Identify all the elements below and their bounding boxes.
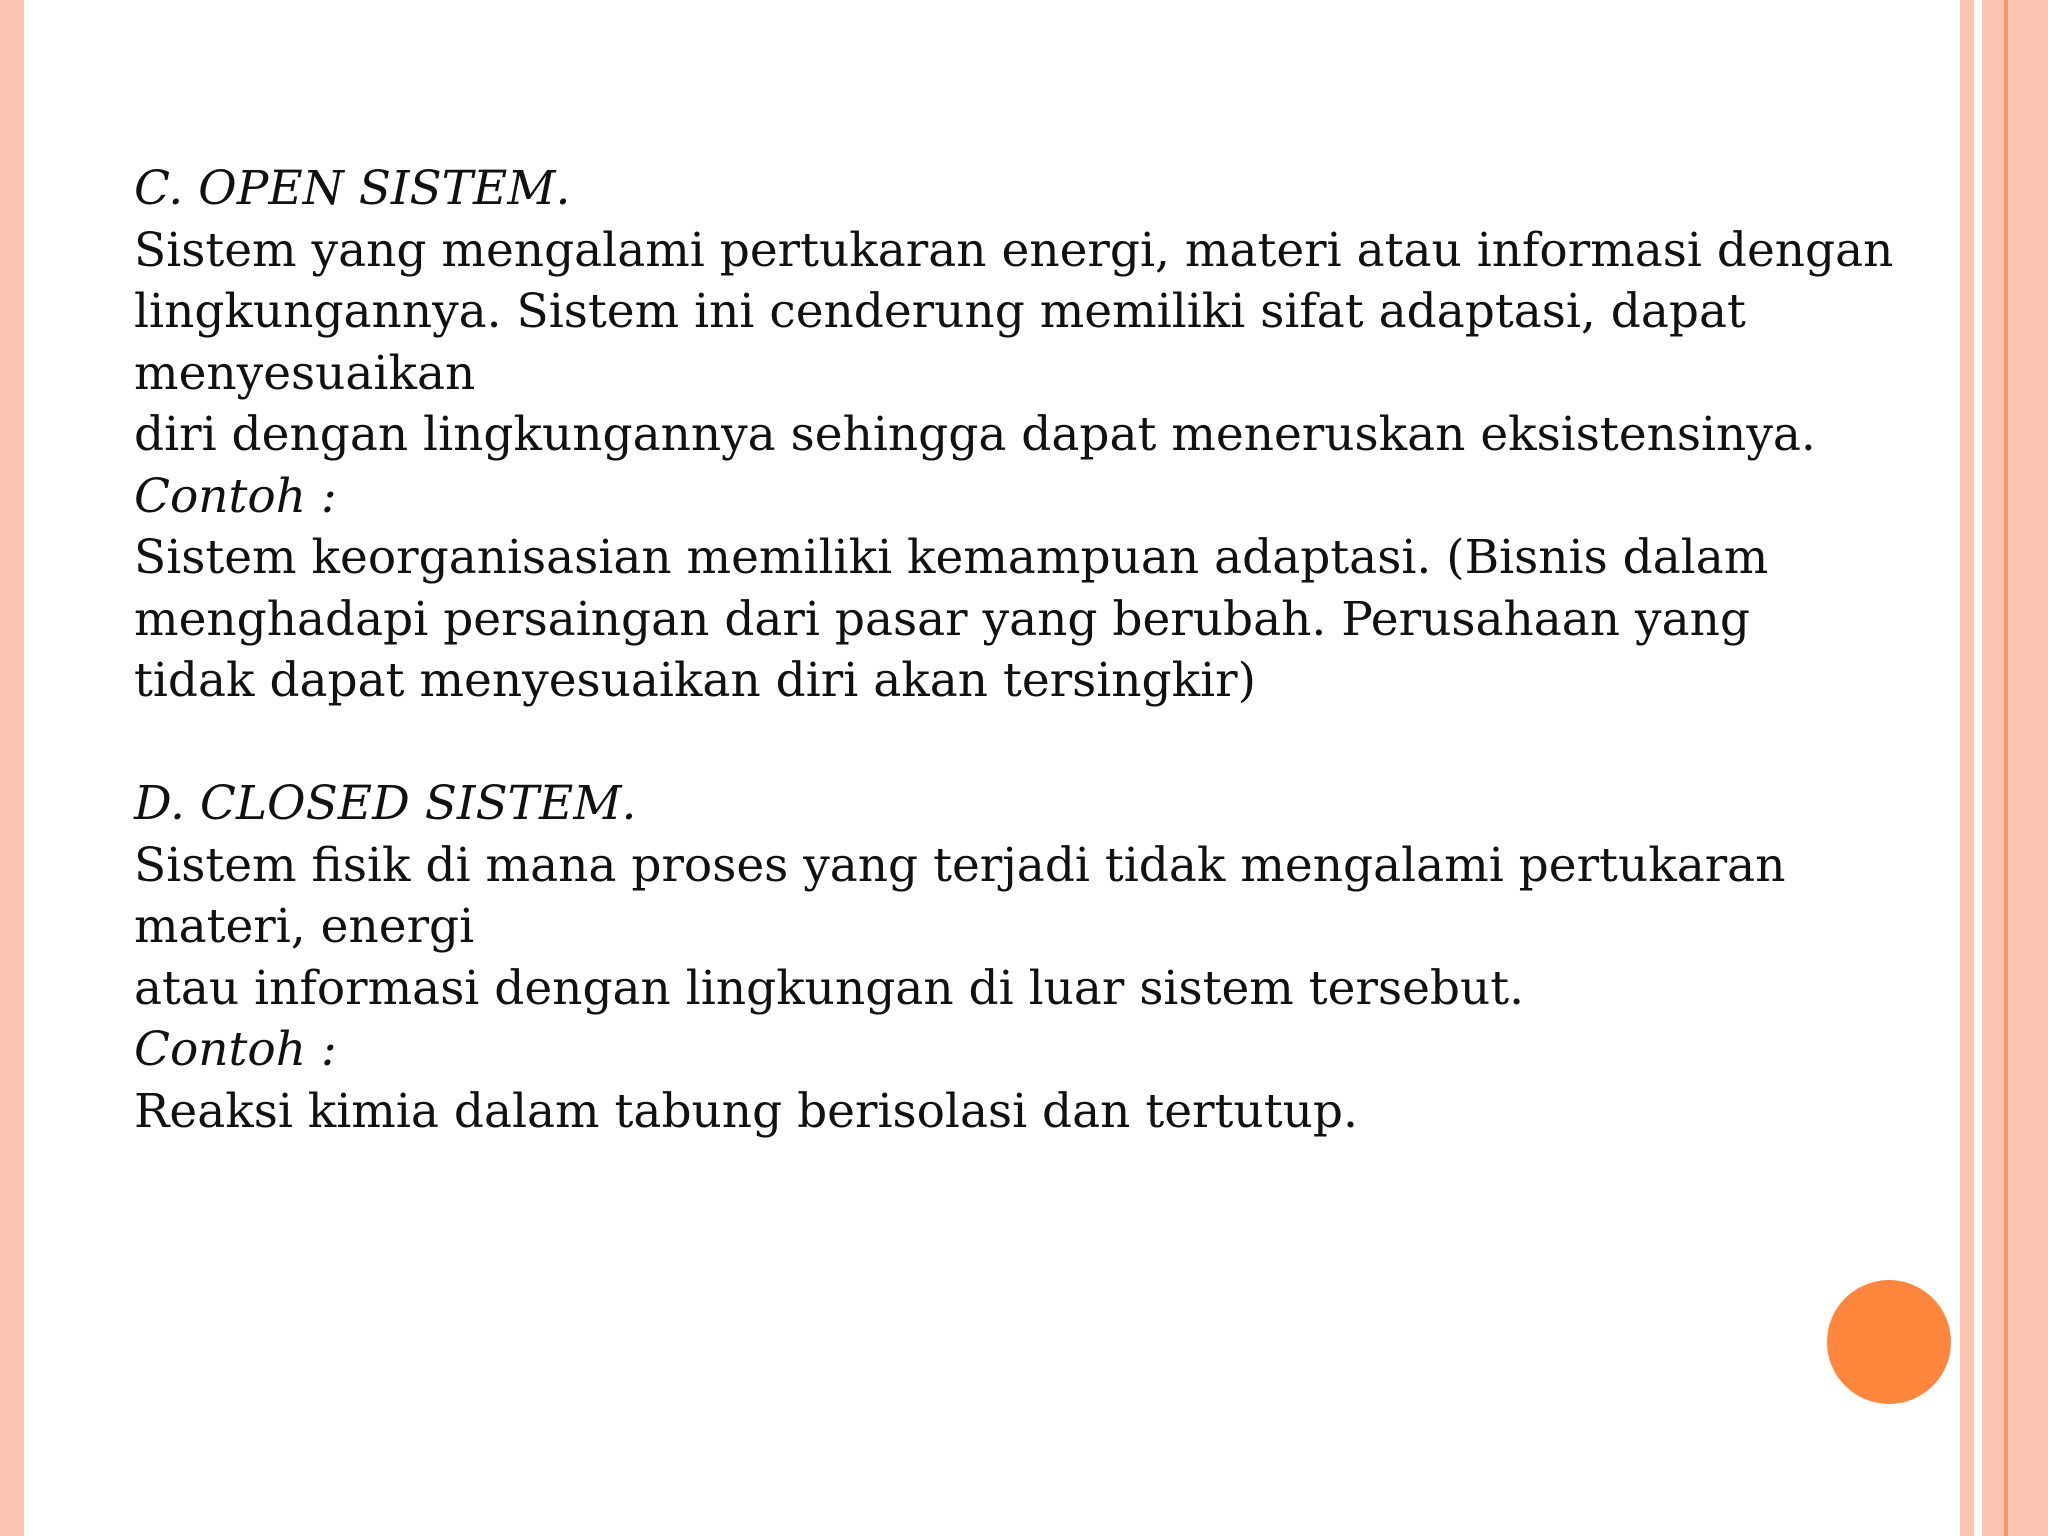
- right-accent-stripe: [2008, 0, 2048, 1536]
- section-c-body-line: menyesuaikan: [134, 345, 476, 401]
- section-d-example-label: Contoh :: [134, 1022, 337, 1077]
- section-c-body-line: lingkungannya. Sistem ini cenderung memiliki sifat adaptasi, dapat: [134, 284, 1746, 339]
- right-accent-gap: [1974, 0, 1982, 1536]
- section-c-example-label: Contoh :: [134, 468, 337, 524]
- section-c-body-line: Sistem yang mengalami pertukaran energi, materi atau informasi dengan: [134, 222, 1894, 278]
- section-d-body-line: atau informasi dengan lingkungan di luar sistem tersebut.: [134, 960, 1525, 1016]
- section-c-example-line: tidak dapat menyesuaikan diri akan tersingkir): [134, 653, 1256, 708]
- right-accent-stripe: [1960, 0, 1974, 1536]
- left-accent-bar: [0, 0, 24, 1536]
- section-c-heading: C. OPEN SISTEM.: [134, 161, 571, 216]
- section-d-heading: D. CLOSED SISTEM.: [134, 776, 637, 831]
- section-spacer: [134, 712, 1934, 774]
- slide-body: [134, 158, 1934, 1142]
- section-d-body-line: Sistem fisik di mana proses yang terjadi tidak mengalami pertukaran: [134, 837, 1786, 893]
- section-d-body-line: materi, energi: [134, 899, 475, 954]
- right-accent-stripe: [1982, 0, 2004, 1536]
- section-d-example-line: Reaksi kimia dalam tabung berisolasi dan tertutup.: [134, 1083, 1358, 1139]
- orange-circle-decoration: [1827, 1280, 1951, 1404]
- section-c-body-line: diri dengan lingkungannya sehingga dapat meneruskan eksistensinya.: [134, 407, 1816, 462]
- section-c-example-line: Sistem keorganisasian memiliki kemampuan adaptasi. (Bisnis dalam: [134, 530, 1769, 585]
- section-c-example-line: menghadapi persaingan dari pasar yang berubah. Perusahaan yang: [134, 591, 1750, 647]
